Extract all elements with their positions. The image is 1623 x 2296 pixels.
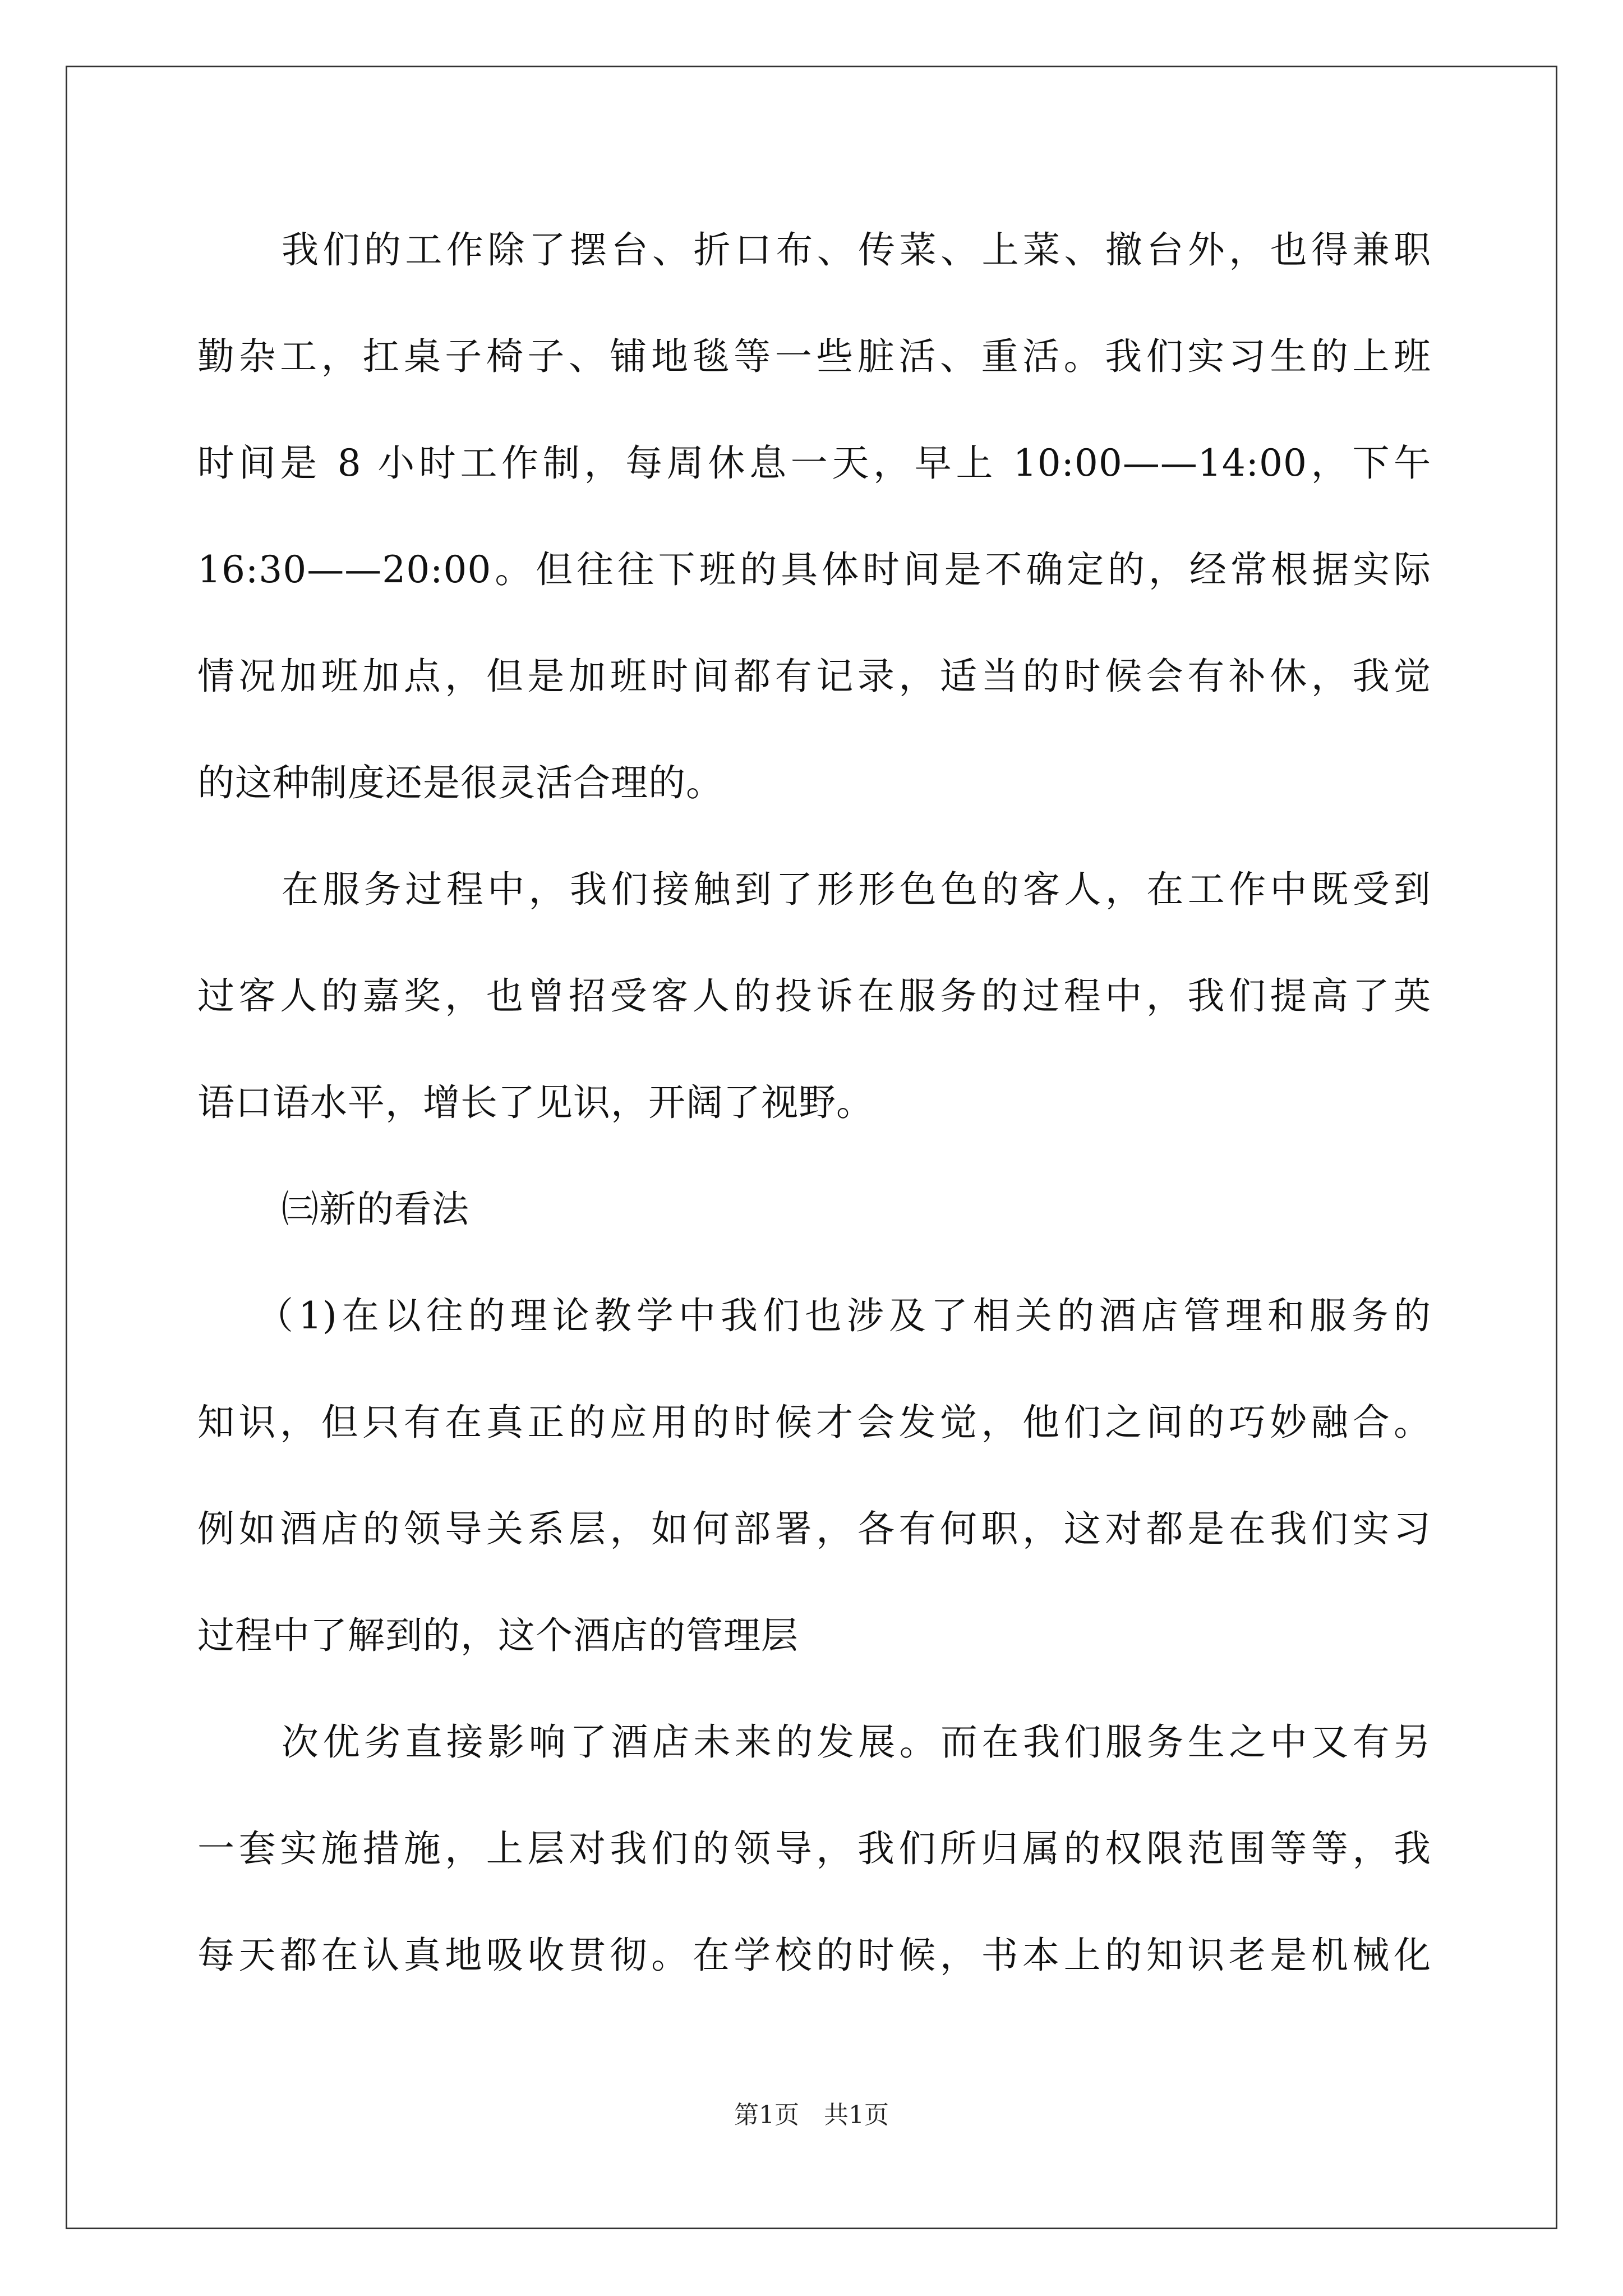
paragraph-line: 情况加班加点，但是加班时间都有记录，适当的时候会有补休，我觉 [197, 655, 1431, 698]
paragraph-line: 次优劣直接影响了酒店未来的发展。而在我们服务生之中又有另 [282, 1720, 1431, 1764]
paragraph-line: 我们的工作除了摆台、折口布、传菜、上菜、撤台外，也得兼职 [282, 228, 1431, 272]
paragraph-line: （1)在以往的理论教学中我们也涉及了相关的酒店管理和服务的 [256, 1294, 1431, 1337]
paragraph-line: 知识，但只有在真正的应用的时候才会发觉，他们之间的巧妙融合。 [197, 1401, 1431, 1444]
paragraph-line: 勤杂工，扛桌子椅子、铺地毯等一些脏活、重活。我们实习生的上班 [197, 335, 1431, 378]
paragraph-line: 时间是 8 小时工作制，每周休息一天，早上 10:00——14:00，下午 [197, 441, 1431, 485]
paragraph-line: 例如酒店的领导关系层，如何部署，各有何职，这对都是在我们实习 [197, 1507, 1431, 1550]
paragraph-line: 16:30——20:00。但往往下班的具体时间是不确定的，经常根据实际 [197, 548, 1431, 591]
paragraph-line: 在服务过程中，我们接触到了形形色色的客人，在工作中既受到 [282, 868, 1431, 911]
paragraph-line: 过客人的嘉奖，也曾招受客人的投诉在服务的过程中，我们提高了英 [197, 974, 1431, 1018]
section-heading: ㈢新的看法 [282, 1188, 469, 1231]
paragraph-line: 过程中了解到的，这个酒店的管理层 [197, 1614, 799, 1657]
paragraph-line: 一套实施措施，上层对我们的领导，我们所归属的权限范围等等，我 [197, 1827, 1431, 1870]
document-body [197, 211, 1431, 2023]
paragraph-line: 语口语水平，增长了见识，开阔了视野。 [197, 1081, 874, 1124]
paragraph-line: 的这种制度还是很灵活合理的。 [197, 761, 723, 804]
page-footer: 第1页 共1页 [734, 2101, 889, 2129]
paragraph-line: 每天都在认真地吸收贯彻。在学校的时候，书本上的知识老是机械化 [197, 1934, 1431, 1977]
